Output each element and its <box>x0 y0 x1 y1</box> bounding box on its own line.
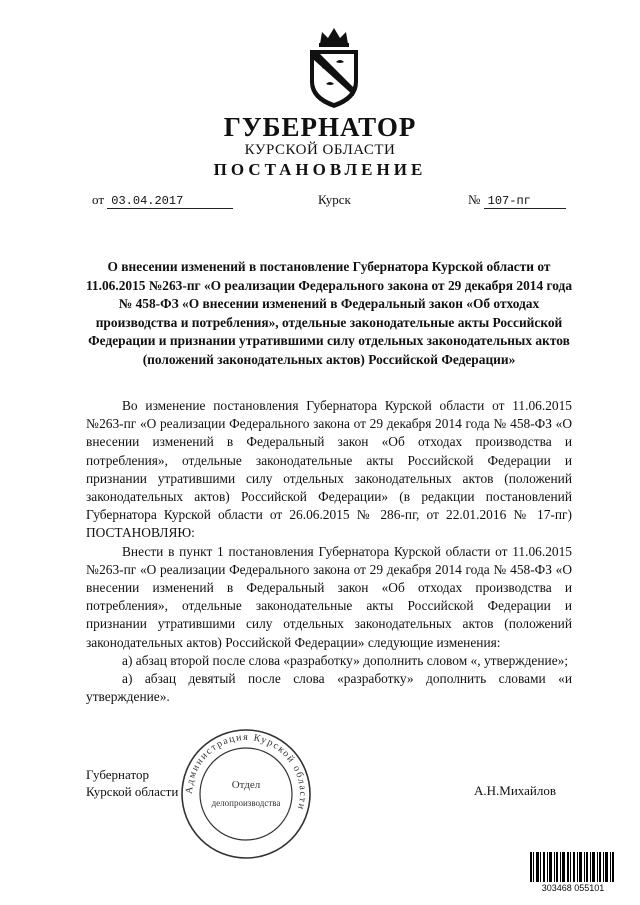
body-paragraph: Внести в пункт 1 постановления Губернатора Курской области от 11.06.2015 №263-пг «О реализации Федерального закона от 29 декабря 2014 года № 458-ФЗ «О внесении изменений в Федеральный закон «Об отходах производства и потребления», отдельные законодательные акты Российской Федерации и признании утратившими силу отдельных законодательных актов (положений законодательных актов) Российской Федерации» следующие изменения: <box>86 543 572 650</box>
signatory-position-line: Курской области <box>86 784 179 799</box>
document-type: ПОСТАНОВЛЕНИЕ <box>213 160 427 179</box>
coat-of-arms-icon <box>302 26 366 110</box>
document-city: Курск <box>318 192 351 207</box>
document-number <box>468 192 566 209</box>
number-value: 107-пг <box>484 194 566 209</box>
signatory-position-line: Губернатор <box>86 767 149 782</box>
number-prefix: № <box>468 192 481 207</box>
date-value: 03.04.2017 <box>107 194 233 209</box>
stamp-center-line: Отдел <box>231 779 261 791</box>
body-paragraph: а) абзац девятый после слова «разработку» дополнить словами «и утверждение». <box>86 671 572 705</box>
governor-title: ГУБЕРНАТОР <box>223 112 417 142</box>
stamp-center-line: делопроизводства <box>211 798 281 808</box>
document-body <box>86 397 572 706</box>
official-stamp <box>176 724 316 864</box>
region-name: КУРСКОЙ ОБЛАСТИ <box>244 142 396 158</box>
document-heading: О внесении изменений в постановление Губернатора Курской области от 11.06.2015 №263-пг «О реализации Федерального закона от 29 декабря 2014 года № 458-ФЗ «О внесении изменений в Федеральный закон «Об отходах производства и потребления», отдельные законодательные акты Российской Федерации и признании утратившими силу отдельных законодательных актов (положений законодательных актов) Российской Федерации» <box>85 259 573 367</box>
document-date <box>92 192 233 209</box>
body-paragraph: Во изменение постановления Губернатора Курской области от 11.06.2015 №263-пг «О реализации Федерального закона от 29 декабря 2014 года № 458-ФЗ «О внесении изменений в Федеральный закон «Об отходах производства и потребления», отдельные законодательные акты Российской Федерации и признании утратившими силу отдельных законодательных актов (положений законодательных актов) Российской Федерации» (в редакции постановлений Губернатора Курской области от 26.06.2015 № 286-пг, от 22.01.2016 № 17-пг) ПОСТАНОВЛЯЮ: <box>86 398 572 541</box>
date-prefix: от <box>92 192 105 207</box>
signatory-position <box>86 766 178 800</box>
stamp-ring-text: Администрация Курской области <box>183 731 309 812</box>
signatory-name: А.Н.Михайлов <box>474 783 556 798</box>
body-paragraph: а) абзац второй после слова «разработку» дополнить словом «, утверждение»; <box>122 652 569 668</box>
barcode-number: 303468 055101 <box>528 883 618 893</box>
